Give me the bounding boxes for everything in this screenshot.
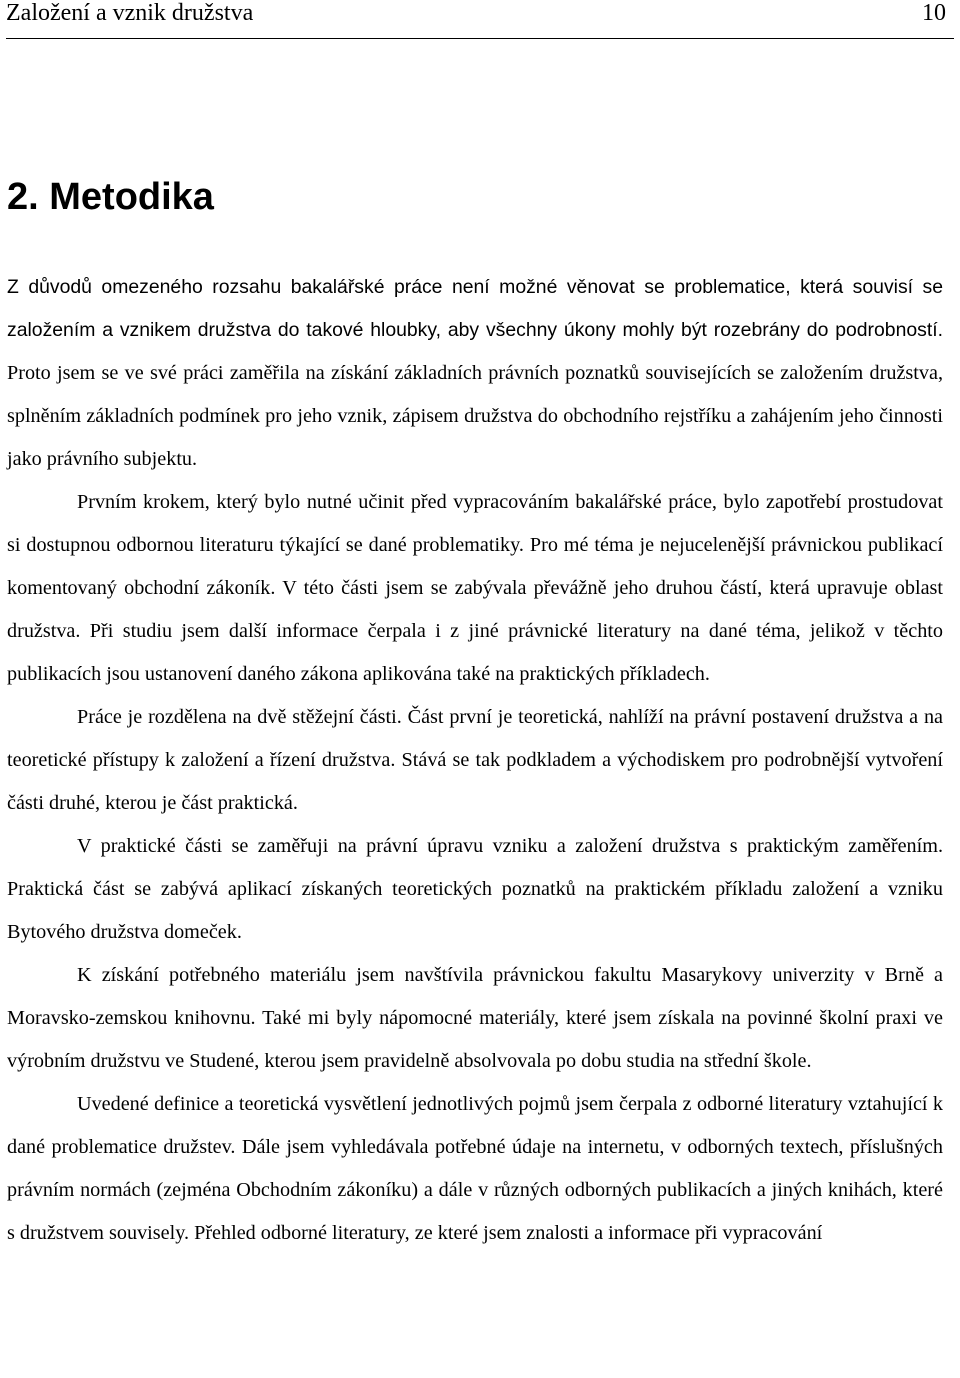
paragraph-1-sans-part: Z důvodů omezeného rozsahu bakalářské práce není možné věnovat se problematice, která souvisí se založením a vznikem družstva do takové hloubky, aby všechny úkony mohly být rozebrány do podrobností. — [7, 276, 943, 341]
paragraph-1-serif-part: Proto jsem se ve své práci zaměřila na získání základních právních poznatků souvisejících se založením družstva, splněním základních podmínek pro jeho vznik, zápisem družstva do obchodního rejstříku a zahájením jeho činnosti jako právního subjektu. — [7, 362, 943, 470]
paragraph-6: Uvedené definice a teoretická vysvětlení jednotlivých pojmů jsem čerpala z odborné literatury vztahující k dané problematice družstev. Dále jsem vyhledávala potřebné údaje na internetu, v odborných textech, příslušných právním normách (zejména Obchodním zákoníku) a dále v různých odborných publikacích a jiných knihách, které s družstvem souvisely. Přehled odborné literatury, ze které jsem znalosti a informace při vypracování — [7, 1093, 943, 1244]
paragraph-1 — [7, 266, 943, 481]
paragraph-4: V praktické části se zaměřuji na právní úpravu vzniku a založení družstva s praktickým zaměřením. Praktická část se zabývá aplikací získaných teoretických poznatků na praktickém příkladu založení a vzniku Bytového družstva domeček. — [7, 835, 943, 943]
page-number: 10 — [922, 0, 946, 26]
paragraph-2: Prvním krokem, který bylo nutné učinit před vypracováním bakalářské práce, bylo zapotřebí prostudovat si dostupnou odbornou literaturu týkající se dané problematiky. Pro mé téma je nejucelenější právnickou publikací komentovaný obchodní zákoník. V této části jsem se zabývala převážně jeho druhou částí, která upravuje oblast družstva. Při studiu jsem další informace čerpala i z jiné právnické literatury na dané téma, jelikož v těchto publikacích jsou ustanovení daného zákona aplikována také na praktických příkladech. — [7, 491, 943, 685]
section-heading: 2. Metodika — [7, 176, 214, 218]
running-header — [6, 0, 954, 39]
paragraph-5: K získání potřebného materiálu jsem navštívila právnickou fakultu Masarykovy univerzity v Brně a Moravsko-zemskou knihovnu. Také mi byly nápomocné materiály, které jsem získala na povinné školní praxi ve výrobním družstvu ve Studené, kterou jsem pravidelně absolvovala po dobu studia na střední škole. — [7, 964, 943, 1072]
body-text — [7, 266, 943, 1255]
running-header-title: Založení a vznik družstva — [6, 0, 254, 26]
paragraph-3: Práce je rozdělena na dvě stěžejní části. Část první je teoretická, nahlíží na právní postavení družstva a na teoretické přístupy k založení a řízení družstva. Stává se tak podkladem a východiskem pro podrobnější vytvoření části druhé, kterou je část praktická. — [7, 706, 943, 814]
